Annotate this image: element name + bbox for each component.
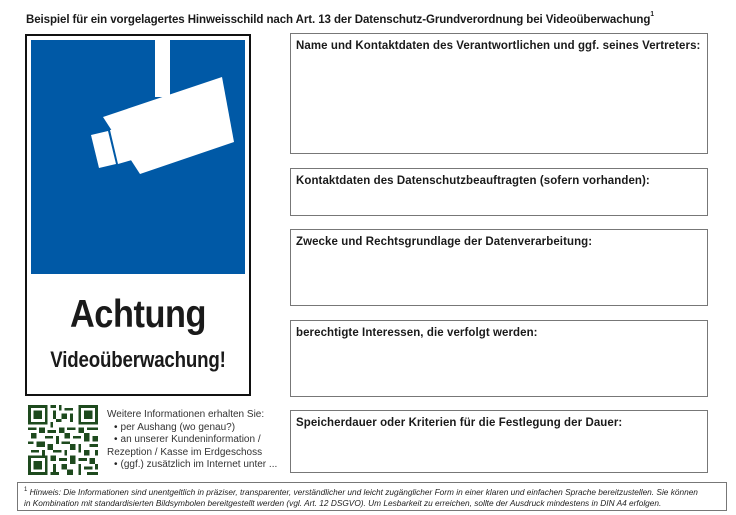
field-label: Speicherdauer oder Kriterien für die Festlegung der Dauer:: [296, 415, 623, 429]
document-title-text: Beispiel für ein vorgelagertes Hinweisschild nach Art. 13 der Datenschutz-Grundverordnung bei Videoüberwachung: [26, 12, 651, 26]
cctv-camera-icon: [31, 40, 245, 274]
more-info-item: • per Aushang (wo genau?): [107, 422, 277, 435]
more-info-block: [107, 409, 277, 472]
field-dpo-contact[interactable]: [290, 168, 708, 216]
sign-subheading: Videoüberwachung!: [50, 347, 226, 372]
field-label: berechtigte Interessen, die verfolgt werden:: [296, 325, 538, 339]
more-info-item: • an unserer Kundeninformation /: [107, 434, 277, 447]
field-label: Kontaktdaten des Datenschutzbeauftragten (sofern vorhanden):: [296, 173, 650, 187]
more-info-item: • (ggf.) zusätzlich im Internet unter ...: [107, 459, 277, 472]
field-label: Name und Kontaktdaten des Verantwortlichen und ggf. seines Vertreters:: [296, 38, 701, 52]
field-controller-contact[interactable]: [290, 33, 708, 154]
more-info-item-continuation: Rezeption / Kasse im Erdgeschoss: [107, 446, 263, 458]
footnote-box: [17, 482, 727, 511]
footnote-line-2: in Kombination mit standardisierten Bildsymbolen bereitgestellt werden (vgl. Art. 12 DSGVO). Um Lesbarkeit zu erreichen, sollte der Ausdruck mindestens in DIN A4 erfolgen.: [24, 498, 662, 509]
document-title: [26, 12, 654, 26]
sign-heading: Achtung: [69, 293, 207, 336]
field-label: Zwecke und Rechtsgrundlage der Datenverarbeitung:: [296, 234, 593, 248]
field-storage-duration[interactable]: [290, 410, 708, 473]
sign-pictogram: [31, 40, 245, 274]
more-info-intro: Weitere Informationen erhalten Sie:: [107, 409, 265, 420]
footnote-line-1: Hinweis: Die Informationen sind unentgeltlich in präziser, transparenter, verständlicher und leicht zugänglicher Form in einer klaren und einfachen Sprache bereitzustellen. Sie können: [27, 486, 698, 497]
field-purpose-legal-basis[interactable]: [290, 229, 708, 306]
footnote-mark: 1: [650, 11, 654, 18]
field-legitimate-interests[interactable]: [290, 320, 708, 397]
qr-code-icon[interactable]: [28, 405, 98, 475]
footnote-mark: 1: [24, 487, 28, 493]
video-surveillance-sign: [25, 34, 251, 396]
